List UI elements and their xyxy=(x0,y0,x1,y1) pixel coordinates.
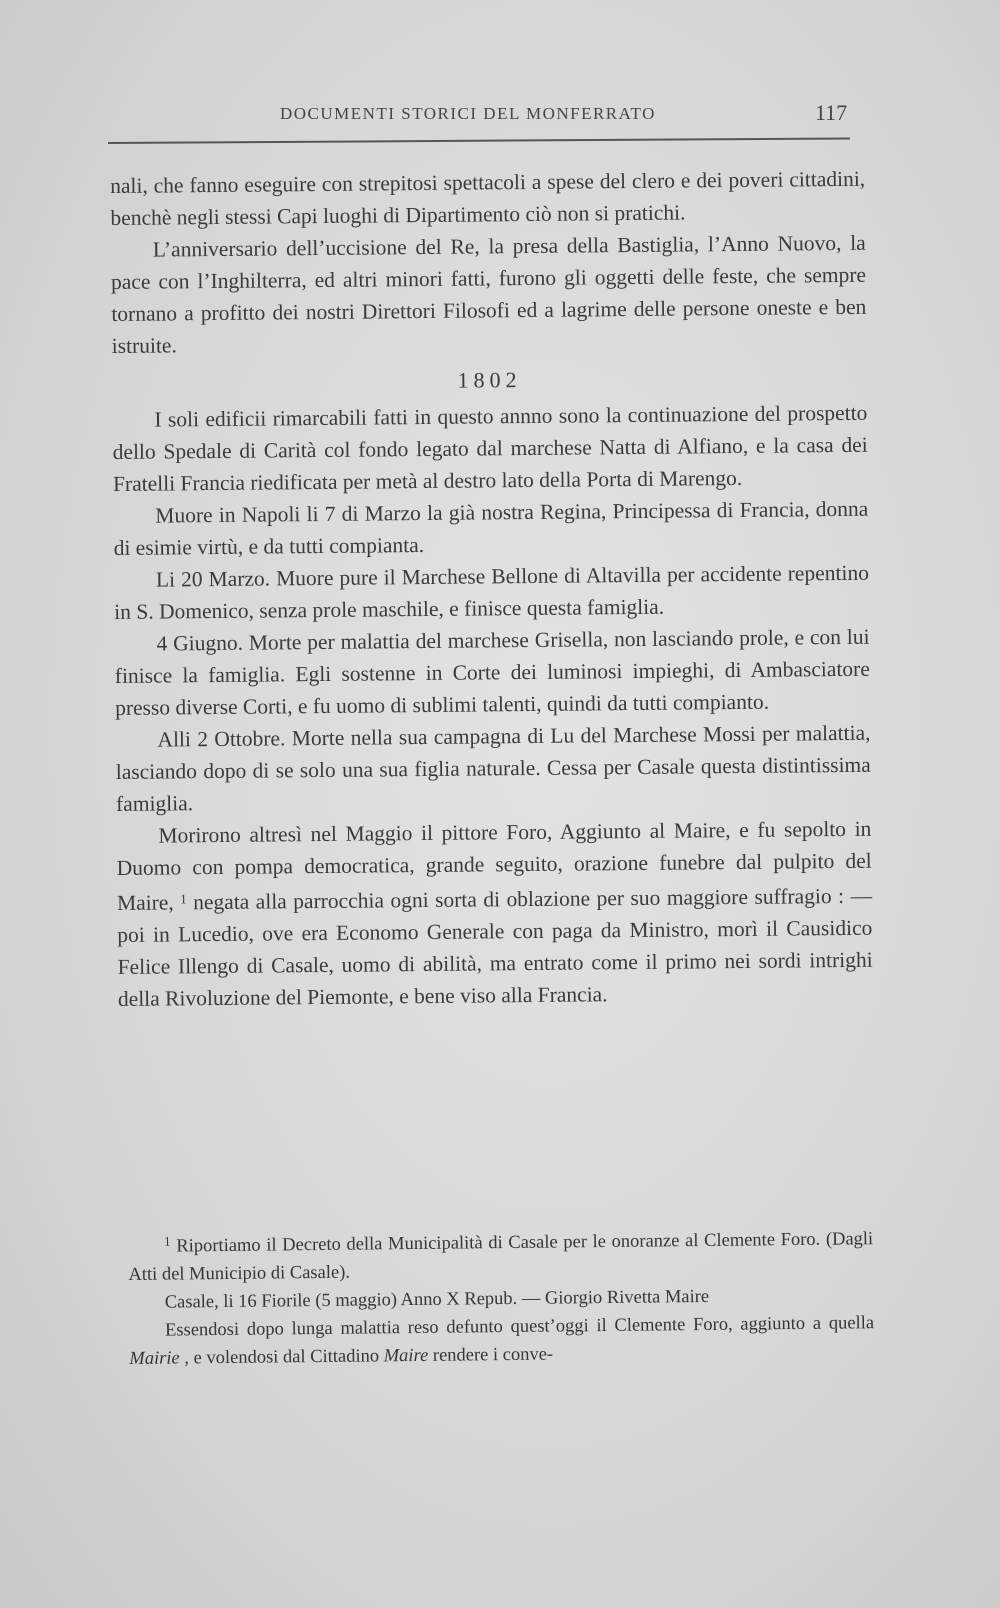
running-title: DOCUMENTI STORICI DEL MONFERRATO xyxy=(280,104,656,123)
footnote-1 xyxy=(128,1220,874,1289)
decree-mairie: Mairie xyxy=(129,1348,180,1369)
paragraph-grisella: 4 Giugno. Morte per malattia del marchese Grisella, non lasciando prole, e con lui finisce la famiglia. Egli sostenne in Corte dei luminosi impieghi, di Ambasciatore presso diverse Corti, e fu uomo di sublimi talenti, quindi da tutti compianto. xyxy=(114,624,870,720)
paragraph-foro xyxy=(116,813,873,1015)
paragraph-mossi: Alli 2 Ottobre. Morte nella sua campagna di Lu del Marchese Mossi per malattia, lasciando dopo di se solo una sua figlia naturale. Cessa per Casale questa distintissima famiglia. xyxy=(115,720,871,816)
paragraph-anniversaries: L’anniversario dell’uccisione del Re, la presa della Bastiglia, l’Anno Nuovo, la pace con l’Inghilterra, ed altri minori fatti, furono gli oggetti delle feste, che sempre tornano a profitto dei nostri Direttori Filosofi ed a lagrime delle persone oneste e ben istruite. xyxy=(110,230,867,358)
main-text xyxy=(110,163,873,1015)
paragraph-buildings: I soli edificii rimarcabili fatti in questo annno sono la continuazione del prospetto dello Spedale di Carità col fondo legato dal marchese Natta di Alfiano, e la casa dei Fratelli Francia riedificata per metà al destro lato della Porta di Marengo. xyxy=(112,400,868,496)
decree-text-b: , e volendosi dal Cittadino xyxy=(179,1346,384,1369)
foro-text-start: Morirono altresì nel Maggio il pittore Foro, Aggiunto al Maire, e fu sepolto in Duomo con pompa democratica, grande seguito, orazione funebre dal pulpito del Maire, xyxy=(116,816,872,915)
footnotes xyxy=(128,1220,874,1373)
year-heading: 1802 xyxy=(457,367,522,393)
footnote-date-line: Casale, li 16 Fiorile (5 maggio) Anno X Repub. — Giorgio Rivetta Maire xyxy=(164,1286,710,1313)
running-header xyxy=(0,100,1000,140)
footnote-decree-text xyxy=(129,1309,875,1373)
paragraph-bellone: Li 20 Marzo. Muore pure il Marchese Bellone di Altavilla per accidente repentino in S. Domenico, senza prole maschile, e finisce questa famiglia. xyxy=(114,560,870,624)
page-number: 117 xyxy=(815,100,848,125)
paragraph-continuation: nali, che fanno eseguire con strepitosi spettacoli a spese del clero e dei poveri cittadini, benchè negli stessi Capi luoghi di Dipartimento ciò non si pratichi. xyxy=(110,166,866,230)
decree-text-c: rendere i conve- xyxy=(428,1344,554,1366)
foro-text-end: negata alla parrocchia ogni sorta di oblazione per suo maggiore suffragio : — poi in Lucedio, ove era Economo Generale con paga da Ministro, morì il Causidico Felice Illengo di Casale, uomo di abilità, ma entrato come il primo nei sordi intrighi della Rivoluzione del Piemonte, e bene viso alla Francia. xyxy=(117,883,873,1011)
decree-maire: Maire xyxy=(383,1345,429,1367)
paragraph-queen: Muore in Napoli li 7 di Marzo la già nostra Regina, Principessa di Francia, donna di esimie virtù, e da tutti compianta. xyxy=(113,496,869,560)
footnote-reference: 1 xyxy=(180,891,187,907)
decree-text-a: Essendosi dopo lunga malattia reso defunto quest’oggi il Clemente Foro, aggiunto a quella xyxy=(164,1313,875,1341)
footnote-marker: 1 xyxy=(164,1233,171,1249)
footnote-1-text: Riportiamo il Decreto della Municipalità di Casale per le onoranze al Clemente Foro. (Dagli Atti del Municipio di Casale). xyxy=(128,1229,874,1285)
